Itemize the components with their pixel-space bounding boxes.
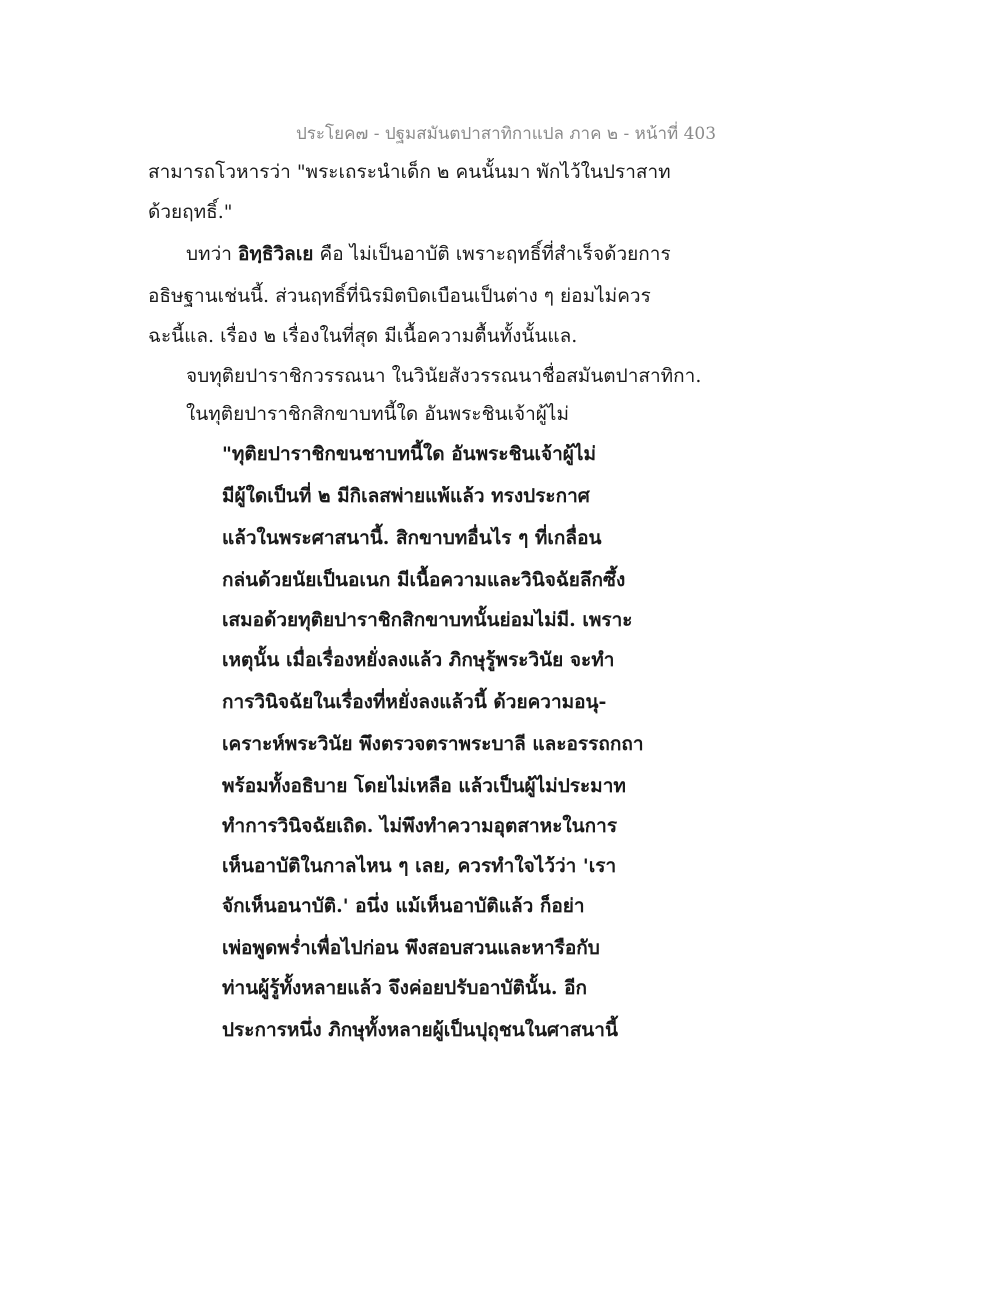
paragraph-3: จบทุติยปาราชิกวรรณนา ในวินัยสังวรรณนาชื่อสมันตปาสาทิกา. bbox=[186, 365, 702, 387]
paragraph-2-prefix: บทว่า bbox=[186, 243, 238, 265]
paragraph-2-suffix: คือ ไม่เป็นอาบัติ เพราะฤทธิ์ที่สำเร็จด้วยการ bbox=[313, 243, 671, 265]
quote-line: พร้อมทั้งอธิบาย โดยไม่เหลือ แล้วเป็นผู้ไม่ประมาท bbox=[222, 775, 626, 797]
quote-line: จักเห็นอนาบัติ.' อนึ่ง แม้เห็นอาบัติแล้ว ก็อย่า bbox=[222, 895, 585, 917]
quote-line: กล่นด้วยนัยเป็นอเนก มีเนื้อความและวินิจฉัยลึกซึ้ง bbox=[222, 569, 626, 591]
quote-line: แล้วในพระศาสนานี้. สิกขาบทอื่นไร ๆ ที่เกลื่อน bbox=[222, 527, 602, 549]
paragraph-2-line-2: อธิษฐานเช่นนี้. ส่วนฤทธิ์ที่นิรมิตบิดเบือนเป็นต่าง ๆ ย่อมไม่ควร bbox=[148, 285, 651, 307]
paragraph-2-line-1 bbox=[186, 240, 671, 268]
paragraph-2-line-3: ฉะนี้แล. เรื่อง ๒ เรื่องในที่สุด มีเนื้อความตื้นทั้งนั้นแล. bbox=[148, 325, 578, 347]
quote-line: เพ่อพูดพร่ำเพื่อไปก่อน พึงสอบสวนและหารือกับ bbox=[222, 937, 600, 959]
quote-line: เห็นอาบัติในกาลไหน ๆ เลย, ควรทำใจไว้ว่า 'เรา bbox=[222, 855, 617, 877]
page-header: ประโยค๗ - ปฐมสมันตปาสาทิกาแปล ภาค ๒ - หน้าที่ 403 bbox=[296, 124, 717, 144]
quote-line: มีผู้ใดเป็นที่ ๒ มีกิเลสพ่ายแพ้แล้ว ทรงประกาศ bbox=[222, 485, 590, 507]
quote-line: เสมอด้วยทุติยปาราชิกสิกขาบทนั้นย่อมไม่มี. เพราะ bbox=[222, 609, 633, 631]
quote-line: การวินิจฉัยในเรื่องที่หยั่งลงแล้วนี้ ด้วยความอนุ- bbox=[222, 691, 607, 713]
quote-line: เคราะห์พระวินัย พึงตรวจตราพระบาลี และอรรถกถา bbox=[222, 733, 644, 755]
paragraph-4: ในทุติยปาราชิกสิกขาบทนี้ใด อันพระชินเจ้าผู้ไม่ bbox=[186, 403, 569, 425]
quote-line: ท่านผู้รู้ทั้งหลายแล้ว จึงค่อยปรับอาบัตินั้น. อีก bbox=[222, 977, 588, 999]
pali-term: อิทฺธิวิลเย bbox=[237, 243, 314, 265]
quote-line: ทำการวินิจฉัยเถิด. ไม่พึงทำความอุตสาหะในการ bbox=[222, 815, 618, 837]
quote-line: ประการหนึ่ง ภิกษุทั้งหลายผู้เป็นปุถุชนในศาสนานี้ bbox=[222, 1019, 618, 1041]
paragraph-1-line-1: สามารถโวหารว่า "พระเถระนำเด็ก ๒ คนนั้นมา พักไว้ในปราสาท bbox=[148, 161, 671, 183]
quote-line: "ทุติยปาราชิกขนชาบทนี้ใด อันพระชินเจ้าผู้ไม่ bbox=[222, 443, 596, 465]
quote-line: เหตุนั้น เมื่อเรื่องหยั่งลงแล้ว ภิกษุรู้พระวินัย จะทำ bbox=[222, 649, 615, 671]
paragraph-1-line-2: ด้วยฤทธิ์." bbox=[148, 201, 233, 223]
